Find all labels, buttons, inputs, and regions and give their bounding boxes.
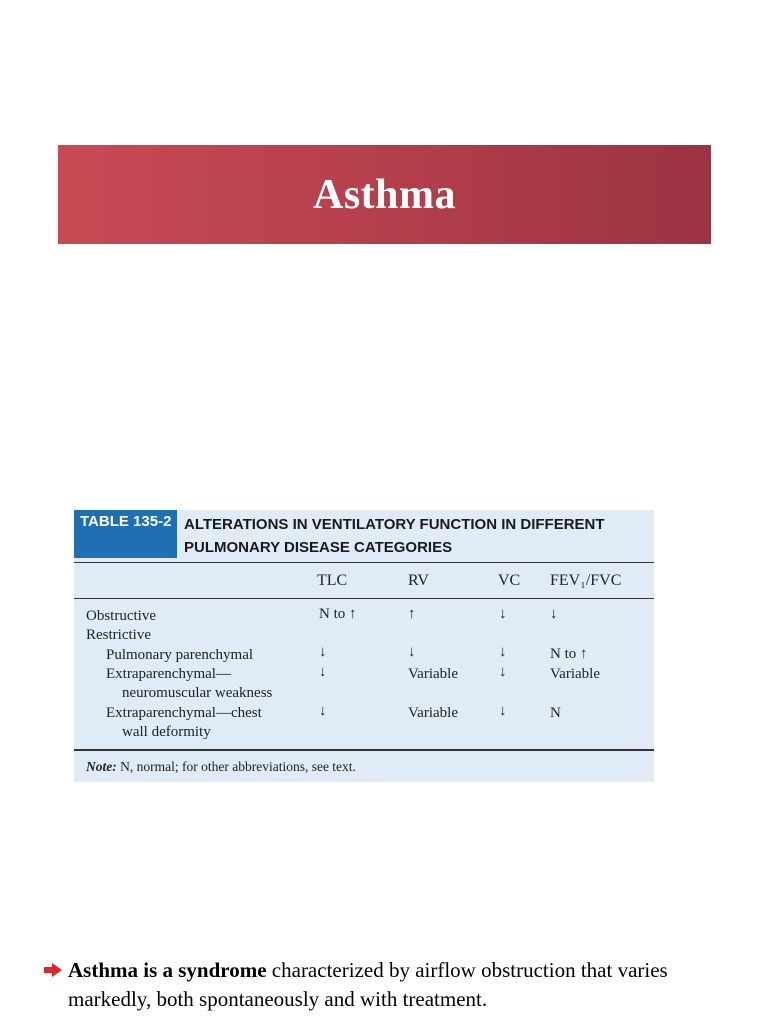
cell-rv: Variable [408, 666, 458, 682]
bullet-rest: characterized by airflow obstruction that varies markedly, both spontaneously and with treatment. [68, 958, 668, 1011]
red-arrow-icon [43, 962, 63, 978]
cell-tlc: N to ↑ [319, 606, 357, 622]
cell-rv: ↓ [408, 644, 416, 660]
cell-vc: ↓ [499, 664, 507, 680]
cell-rv: Variable [408, 705, 458, 721]
header-rule [74, 562, 654, 563]
cell-tlc: ↓ [319, 664, 327, 680]
cell-fev1-fvc: Variable [550, 666, 600, 682]
table-title-line2: PULMONARY DISEASE CATEGORIES [184, 539, 453, 556]
row-label: Pulmonary parenchymal [106, 647, 254, 663]
cell-tlc: ↓ [319, 703, 327, 719]
note-text: N, normal; for other abbreviations, see text. [116, 759, 356, 774]
cell-rv: ↑ [408, 606, 416, 622]
table-note [86, 759, 356, 775]
ventilatory-function-table [74, 510, 654, 782]
col-header-vc: VC [498, 572, 521, 589]
cell-fev1-fvc: ↓ [550, 606, 558, 622]
cell-vc: ↓ [499, 606, 507, 622]
row-label: Extraparenchymal— [106, 666, 231, 682]
table-bottom-rule [74, 749, 654, 751]
row-label: Extraparenchymal—chest [106, 705, 262, 721]
row-label-continued: wall deformity [122, 724, 211, 740]
col-header-tlc: TLC [317, 572, 348, 589]
bullet-paragraph [68, 956, 728, 1014]
title-banner [58, 145, 711, 244]
table-title [184, 513, 644, 559]
column-header-rule [74, 598, 654, 599]
cell-tlc: ↓ [319, 644, 327, 660]
note-label: Note: [86, 759, 117, 774]
cell-vc: ↓ [499, 703, 507, 719]
row-label: Obstructive [86, 608, 156, 624]
table-number: TABLE 135-2 [74, 510, 177, 558]
row-label: Restrictive [86, 627, 151, 643]
row-label-continued: neuromuscular weakness [122, 685, 273, 701]
col-header-rv: RV [408, 572, 429, 589]
table-title-line1: ALTERATIONS IN VENTILATORY FUNCTION IN DIFFERENT [184, 516, 605, 533]
col-header-fev1-fvc: FEV₁/FVC [550, 572, 622, 589]
bullet-bold: Asthma is a syndrome [68, 958, 267, 982]
slide-title: Asthma [312, 171, 456, 218]
cell-fev1-fvc: N [550, 705, 561, 721]
cell-vc: ↓ [499, 644, 507, 660]
table-header [74, 510, 654, 558]
cell-fev1-fvc: N to ↑ [550, 646, 588, 662]
